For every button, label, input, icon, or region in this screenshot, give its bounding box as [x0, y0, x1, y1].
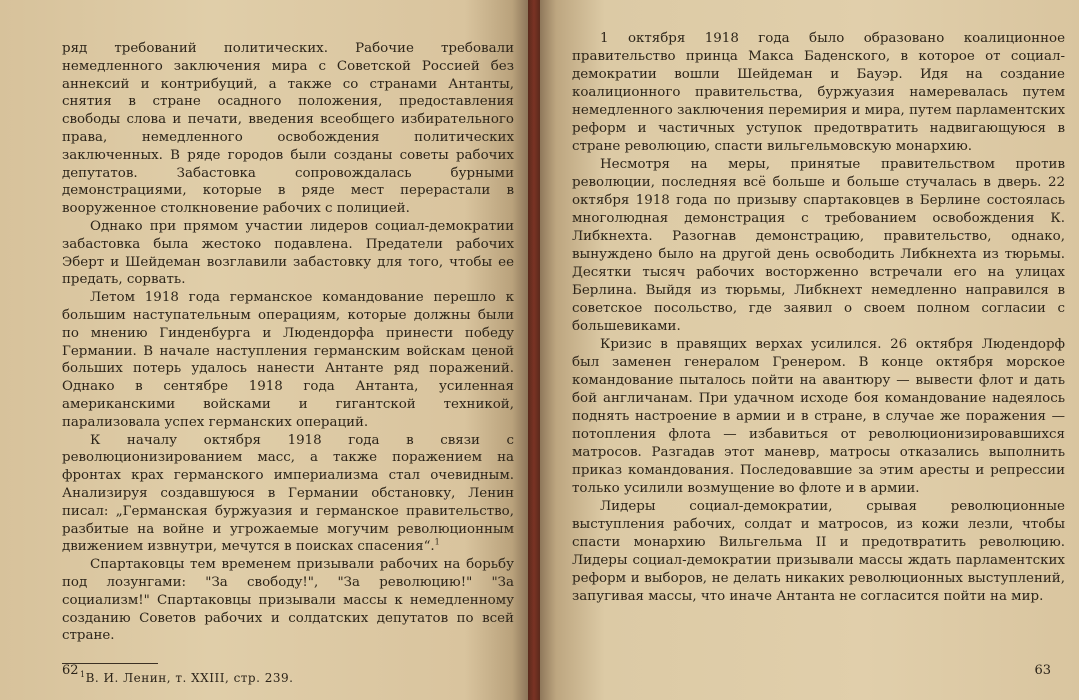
left-paragraph-4-text: К началу октября 1918 года в связи с революционизированием масс, а также поражением на фронтах крах германского империализма стал очевидным. Анализируя создавшуюся в Германии обстановку, Ленин писал: „Германская буржуазия и германское правительство, разбитые на войне и угрожаемые могучим революционным движением извнутри, мечутся в поисках спасения“.: [62, 432, 514, 555]
left-paragraph-2: Однако при прямом участии лидеров социал-демократии забастовка была жестоко подавлена. Предатели рабочих Эберт и Шейдеман возглавили забастовку для того, чтобы ее предать, сорвать.: [62, 218, 514, 288]
left-page: [0, 0, 528, 700]
right-page-text: [572, 30, 1065, 606]
footnote: [80, 670, 514, 686]
right-page: [540, 0, 1079, 700]
left-paragraph-4: [62, 432, 514, 557]
right-paragraph-3: Кризис в правящих верхах усилился. 26 октября Людендорф был заменен генералом Гренером. В конце октября морское командование пыталось пойти на авантюру — вывести флот и дать бой англичанам. При удачном исходе боя командование надеялось поднять настроение в армии и в стране, в случае же поражения — потопления флота — избавиться от революционизировавшихся матросов. Разгадав этот маневр, матросы отказались выполнить приказ командования. Последовавшие за этим аресты и репрессии только усилили возмущение во флоте и в армии.: [572, 337, 1065, 496]
left-paragraph-1: ряд требований политических. Рабочие требовали немедленного заключения мира с Советской Россией без аннексий и контрибуций, а также со странами Антанты, снятия в стране осадного положения, предоставления свободы слова и печати, введения всеобщего избирательного права, немедленного освобождения политических заключенных. В ряде городов были созданы советы рабочих депутатов. Забастовка сопровождалась бурными демонстрациями, которые в ряде мест перерастали в вооруженное столкновение рабочих с полицией.: [62, 41, 514, 217]
right-page-number: 63: [1034, 663, 1051, 678]
right-paragraph-1: 1 октября 1918 года было образовано коалиционное правительство принца Макса Баденского, в которое от социал-демократии вошли Шейдеман и Бауэр. Идя на создание коалиционного правительства, буржуазия намеревалась путем немедленного заключения перемирия и мира, путем парламентских реформ и частичных уступок предотвратить надвигающуюся в стране революцию, спасти вильгельмовскую монархию.: [572, 31, 1065, 154]
right-paragraph-4: Лидеры социал-демократии, срывая революционные выступления рабочих, солдат и матросов, из кожи лезли, чтобы спасти монархию Вильгельма II и предотвратить революцию. Лидеры социал-демократии призывали массы ждать парламентских реформ и выборов, не делать никаких революционных выступлений, запугивая массы, что иначе Антанта не согласится пойти на мир.: [572, 499, 1065, 604]
footnote-text: В. И. Ленин, т. XXIII, стр. 239.: [85, 671, 294, 686]
right-paragraph-2: Несмотря на меры, принятые правительством против революции, последняя всё больше и больше стучалась в дверь. 22 октября 1918 года по призыву спартаковцев в Берлине состоялась многолюдная демонстрация с требованием освобождения К. Либкнехта. Разогнав демонстрацию, правительство, однако, вынуждено было на другой день освободить Либкнехта из тюрьмы. Десятки тысяч рабочих восторженно встречали его на улицах Берлина. Выйдя из тюрьмы, Либкнехт немедленно направился в советское посольство, где заявил о своем полном согласии с большевиками.: [572, 157, 1065, 334]
footnote-marker: 1: [80, 670, 86, 680]
left-page-number: 62: [62, 663, 79, 678]
left-paragraph-5: Спартаковцы тем временем призывали рабочих на борьбу под лозунгами: "За свободу!", "За революцию!" "За социализм!" Спартаковцы призывали массы к немедленному созданию Советов рабочих и солдатских депутатов по всей стране.: [62, 557, 514, 644]
left-page-text: [62, 40, 514, 645]
left-paragraph-3: Летом 1918 года германское командование перешло к большим наступательным операциям, которые должны были по мнению Гинденбурга и Людендорфа принести победу Германии. В начале наступления германским войскам ценой больших потерь удалось нанести Антанте ряд поражений. Однако в сентябре 1918 года Антанта, усиленная американскими войсками и гигантской техникой, парализовала успех германских операций.: [62, 290, 514, 430]
book-gutter: [528, 0, 540, 700]
footnote-reference: 1: [434, 537, 440, 547]
